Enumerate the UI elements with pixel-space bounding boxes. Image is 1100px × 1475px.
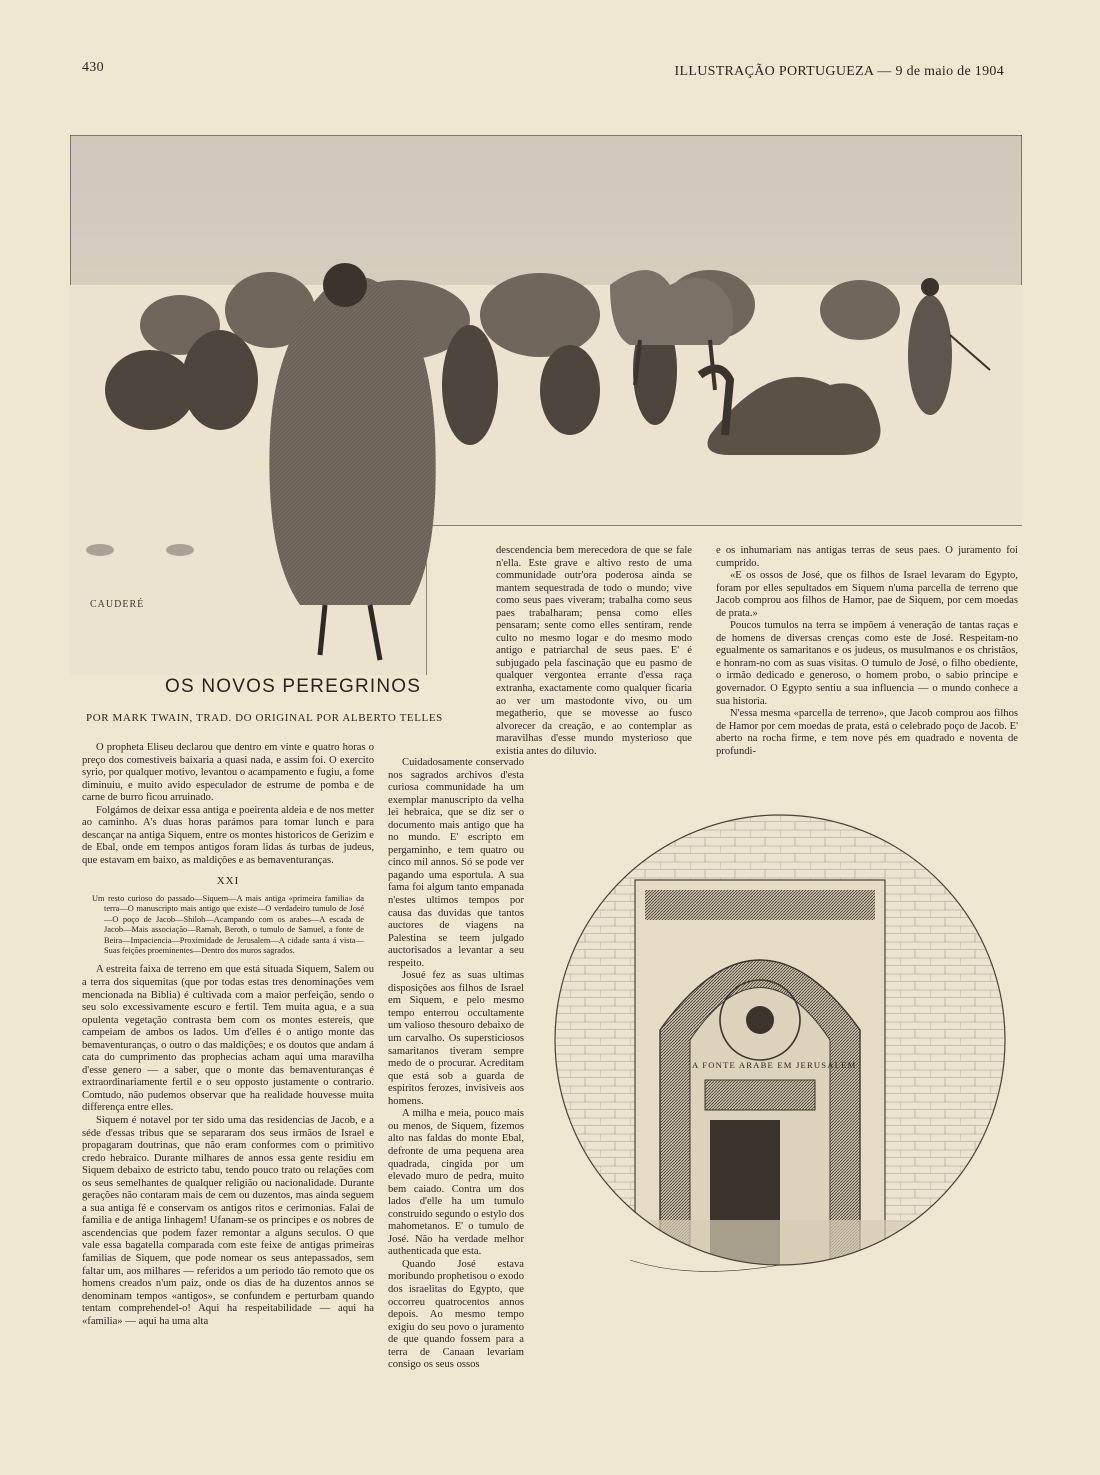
paragraph: A milha e meia, pouco mais ou menos, de Siquem, fizemos alto nas faldas do monte Ebal, defronte de uma pequena area quadrada, cingida por um elevado muro de pedra, muito bem caiado. Contra um dos lados d'elle ha um tumulo construido segundo o estylo dos mahometanos. E' o tumulo de José. Não ha verdade melhor authenticada que esta. <box>388 1108 524 1258</box>
fountain-frame <box>540 790 1020 1470</box>
paragraph: Quando José estava moribundo prophetisou o exodo dos israelitas do Egypto, que occorreu quatrocentos annos depois. Ao mesmo tempo exigiu do seu povo o juramento de que quando fossem para a terra de Canaan levariam consigo os seus ossos <box>388 1258 524 1371</box>
column-2-lower <box>388 757 524 1372</box>
quote-paragraph: «E os ossos de José, que os filhos de Israel levaram do Egypto, foram por elles sepultados em Siquem n'uma parcella de terreno que Jacob comprou aos filhos de Hamor, pae de Siquem, por cem moedas de prata.» <box>716 570 1018 619</box>
illustration-signature: CAUDERÉ <box>90 599 145 610</box>
paragraph: Cuidadosamente conservado nos sagrados archivos d'esta curiosa communidade ha um exemplar manuscripto da velha lei hebraica, que se diz ser o documento mais antigo que ha no mundo. E' escripto em pergaminho, e tem quatro ou cinco mil annos. Só se pode ver pagando uma esportula. A sua fama foi algum tanto empanada n'estes ultimos tempos por causa das duvidas que tantos auctores de viagens na Palestina se teem julgado auctorisados a levantar a seu respeito. <box>388 757 524 969</box>
paragraph: N'essa mesma «parcella de terreno», que Jacob comprou aos filhos de Hamor por cem moedas de prata, está o celebrado poço de Jacob. E' aberto na rocha firme, e tem nove pés em quadrado e noventa de profundi- <box>716 708 1018 757</box>
column-2-top <box>496 545 692 758</box>
paragraph: Folgámos de deixar essa antiga e poeirenta aldeia e de nos metter ao caminho. A's duas horas parámos para tomar lunch e para descançar na antiga Siquem, entre os montes historicos de Gerizim e de Ebal, onde em tempos antigos foram lidas ás turbas de judeus, que estavam em baixo, as maldições e as bemaventuranças. <box>82 804 374 866</box>
column-1 <box>82 742 374 1328</box>
page-number: 430 <box>82 60 104 75</box>
running-header: ILLUSTRAÇÃO PORTUGUEZA — 9 de maio de 1904 <box>674 64 1004 79</box>
paragraph: e os inhumariam nas antigas terras de seus paes. O juramento foi cumprido. <box>716 545 1018 569</box>
paragraph: Poucos tumulos na terra se impõem á veneração de tantas raças e de homens de diversas crenças como este de José. Respeitam-no egualmente os samaritanos e os judeus, os musulmanos e os christãos, e honram-no com as suas visitas. O tumulo de José, o filho obediente, o irmão dedicado e generoso, o homem probo, o sabio principe e governador. O Egypto sentiu a sua influencia — o mundo conhece a sua historia. <box>716 620 1018 707</box>
article-title: OS NOVOS PEREGRINOS <box>165 676 422 697</box>
article-byline: POR MARK TWAIN, TRAD. DO ORIGINAL POR ALBERTO TELLES <box>86 712 443 724</box>
chapter-summary: Um resto curioso do passado—Siquem—A mais antiga «primeira familia» da terra—O manuscripto mais antigo que existe—O verdadeiro tumulo de José—O poço de Jacob—Shiloh—Acampando com os arabes—A escada de Jacob—Mais associação—Ramah, Beroth, o tumulo de Samuel, a fonte de Beira—Impaciencia—Proximidade de Jerusalem—A cidade santa á vista—Suas feições proeminentes—Dentro dos muros sagrados. <box>92 894 364 956</box>
fountain-caption: A FONTE ARABE EM JERUSALEM <box>692 1060 857 1070</box>
paragraph: Siquem é notavel por ter sido uma das residencias de Jacob, e a séde d'essas tribus que se separaram dos seus irmãos de Israel e propagaram doutrinas, que não eram conformes com o primitivo credo hebraico. Durante milhares de annos essa gente residiu em Siquem debaixo de estricto tabu, tendo pouco trato ou relações com os seus semelhantes de qualquer religião ou nacionalidade. Durante gerações não contaram mais de cem ou duzentos, mas ainda seguem a sua antiga fé e conservam os antigos ritos e cerimonias. Falai de familia e de antiga linhagem! Ufanam-se os principes e os nobres de ascendencias que podem fazer remontar a alguns seculos. O que vale essa bagatella comparada com este feixe de antigas primeiras familias de Siquem, que pode nomear os seus antepassados, sem faltar um, aos milhares — referidos a um periodo tão remoto que os homens creados n'um paiz, onde os dias de ha duzentos annos se denominam tempos «antigos», se confundem e perturbam quando tentam comprehendel-o! Aqui ha respeitabilidade — aqui ha «familia» — aqui ha uma alta <box>82 1115 374 1327</box>
paragraph: descendencia bem merecedora de que se fale n'ella. Este grave e altivo resto de uma communidade outr'ora poderosa ainda se mantem sequestrada de todo o mundo; vive como seus paes viveram; trabalha como seus paes trabalharam; pensa como elles pensaram; sente como elles sentiram, rende culto no mesmo logar e do mesmo modo antigo e patriarchal de seus paes. E' é subjugado pela fascinação que eu pasmo de qualquer vergontea errante d'essa raça extranha, exactamente como qualquer ficaria ao ver um mastodonte vivo, ou um megatherio, que se movesse ao fusco alvorecer da creação, e ao contemplar as maravilhas d'esse mundo mysterioso que existia antes do diluvio. <box>496 545 692 757</box>
paragraph: Josué fez as suas ultimas disposições aos filhos de Israel em Siquem, e pelo mesmo tempo enterrou occultamente um valioso thesouro debaixo de um carvalho. Os supersticiosos samaritanos tiveram sempre medo de o procurar. Acreditam que está sob a guarda de espiritos ferozes, invisiveis aos homens. <box>388 970 524 1107</box>
paragraph: A estreita faixa de terreno em que está situada Siquem, Salem ou a terra dos siquemitas (que por todas estas tres denominações vem mencionada na Biblia) é cultivada com a maior perfeição, sendo o seu solo excessivamente escuro e fertil. Tem muita agua, e a sua opulenta vegetação contrasta bem com os montes estereis, que campeiam de ambos os lados. Um d'elles é o antigo monte das bemaventuranças, o outro o das maldições; e os doutos que andam á cata do cumprimento das prophecias acham aqui uma maravilha d'esse genero — a saber, que o monte das bemaventuranças é extraordinariamente fertil e o seu opposto justamente o contrario. Comtudo, não pudemos observar que ha realidade houvesse muita differença entre elles. <box>82 964 374 1114</box>
chapter-number: XXI <box>216 875 240 888</box>
column-3 <box>716 545 1018 758</box>
paragraph: O propheta Eliseu declarou que dentro em vinte e quatro horas o preço dos comestiveis baixaria a quasi nada, e assim foi. O exercito syrio, por qualquer motivo, levantou o acampamento e fugiu, a fome diminuiu, e muito avido especulador de estrume de pomba e de carne de burro ficou arruinado. <box>82 742 374 804</box>
